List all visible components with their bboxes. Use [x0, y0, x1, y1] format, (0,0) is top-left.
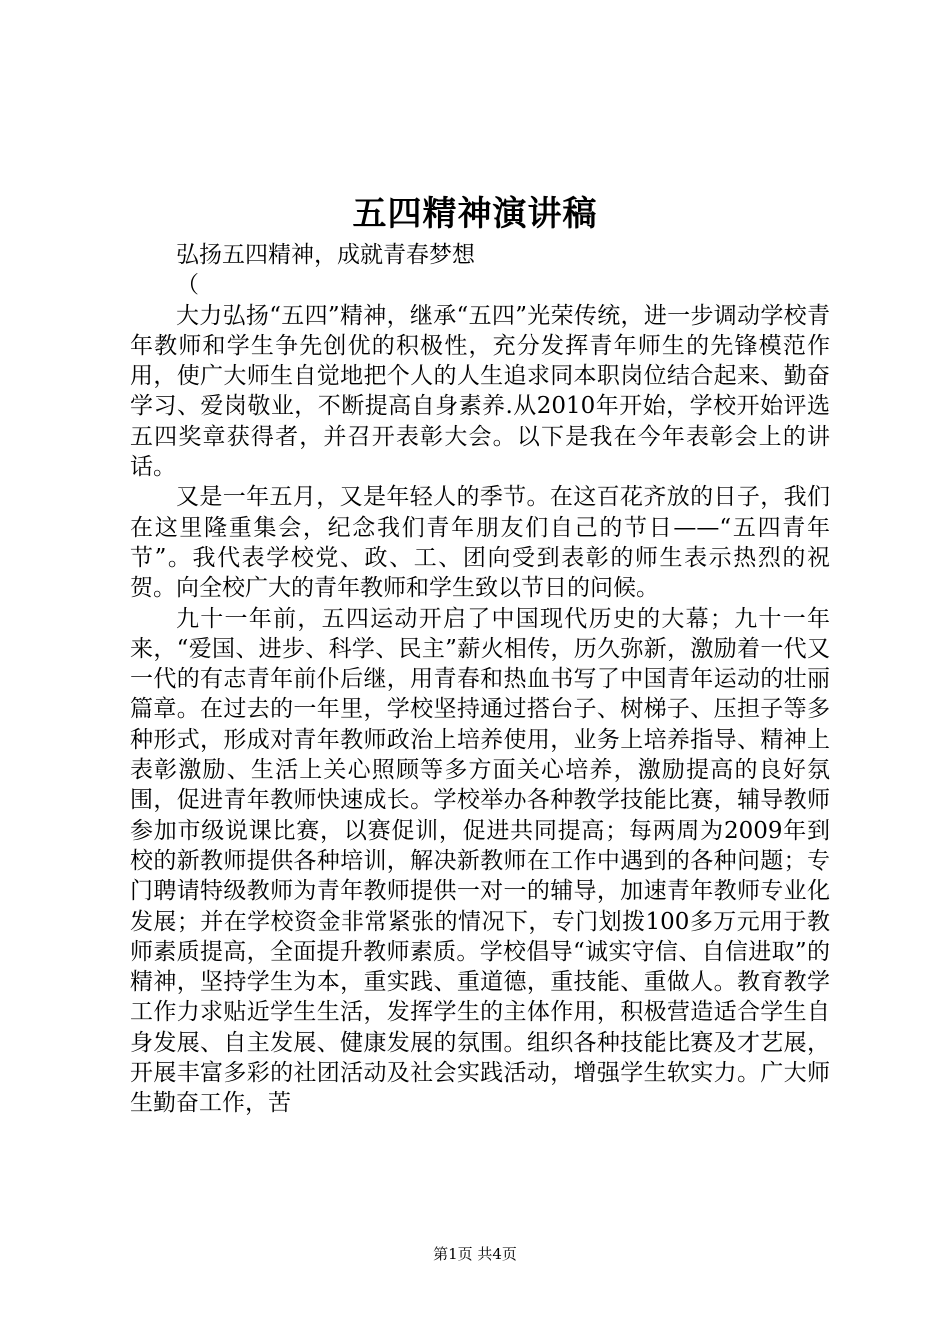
document-body [130, 240, 830, 1119]
paragraph: 又是一年五月，又是年轻人的季节。在这百花齐放的日子，我们在这里隆重集会，纪念我们青年朋友们自己的节日——“五四青年节”。我代表学校党、政、工、团向受到表彰的师生表示热烈的祝贺。向全校广大的青年教师和学生致以节日的问候。 [130, 484, 830, 602]
page-number-footer: 第1页 共4页 [433, 1245, 517, 1263]
document-title: 五四精神演讲稿 [352, 194, 598, 234]
paragraph: 九十一年前，五四运动开启了中国现代历史的大幕；九十一年来，“爱国、进步、科学、民主”薪火相传，历久弥新，激励着一代又一代的有志青年前仆后继，用青春和热血书写了中国青年运动的壮丽篇章。在过去的一年里，学校坚持通过搭台子、树梯子、压担子等多种形式，形成对青年教师政治上培养使用，业务上培养指导、精神上表彰激励、生活上关心照顾等多方面关心培养，激励提高的良好氛围，促进青年教师快速成长。学校举办各种教学技能比赛，辅导教师参加市级说课比赛，以赛促训，促进共同提高；每两周为2009年到校的新教师提供各种培训，解决新教师在工作中遇到的各种问题；专门聘请特级教师为青年教师提供一对一的辅导，加速青年教师专业化发展；并在学校资金非常紧张的情况下，专门划拨100多万元用于教师素质提高，全面提升教师素质。学校倡导“诚实守信、自信进取”的精神，坚持学生为本，重实践、重道德，重技能、重做人。教育教学工作力求贴近学生生活，发挥学生的主体作用，积极营造适合学生自身发展、自主发展、健康发展的氛围。组织各种技能比赛及才艺展，开展丰富多彩的社团活动及社会实践活动，增强学生软实力。广大师生勤奋工作，苦 [130, 605, 830, 1117]
paragraph: （ [176, 272, 199, 299]
paragraph: 大力弘扬“五四”精神，继承“五四”光荣传统，进一步调动学校青年教师和学生争先创优的积极性，充分发挥青年师生的先锋模范作用，使广大师生自觉地把个人的人生追求同本职岗位结合起来、勤奋学习、爱岗敬业，不断提高自身素养.从2010年开始，学校开始评选五四奖章获得者，并召开表彰大会。以下是我在今年表彰会上的讲话。 [130, 302, 830, 481]
subtitle-paragraph: 弘扬五四精神，成就青春梦想 [176, 242, 475, 268]
